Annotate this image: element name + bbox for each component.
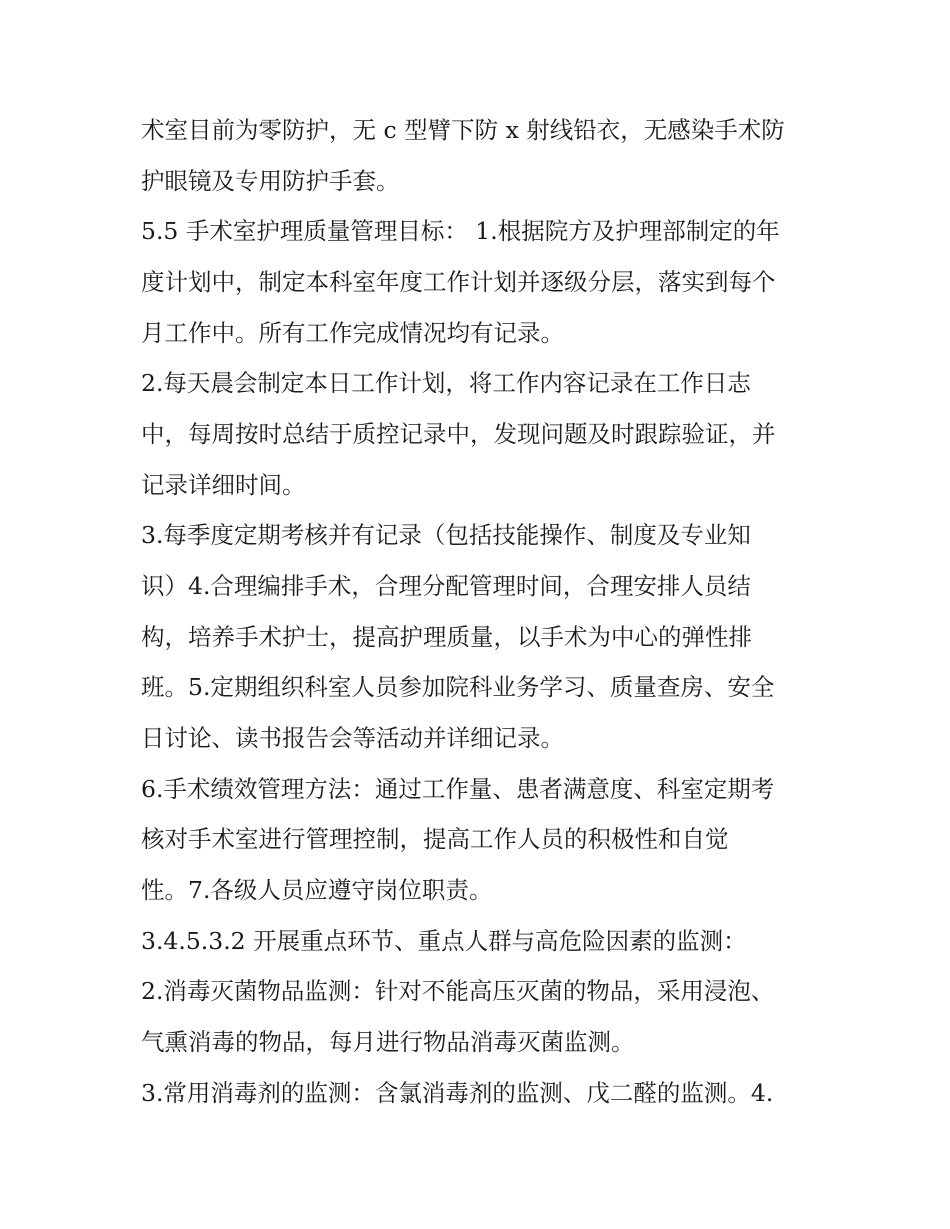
text-line: 2.消毒灭菌物品监测：针对不能高压灭菌的物品，采用浸泡、	[141, 977, 775, 1005]
text-line: 识）4.合理编排手术，合理分配管理时间，合理安排人员结	[141, 572, 751, 600]
text-line: 护眼镜及专用防护手套。	[141, 167, 400, 195]
text-line: 3.每季度定期考核并有记录（包括技能操作、制度及专业知	[141, 521, 751, 549]
text-line: 性。7.各级人员应遵守岗位职责。	[141, 876, 493, 904]
text-line: 日讨论、读书报告会等活动并详细记录。	[141, 724, 564, 752]
text-line: 记录详细时间。	[141, 471, 306, 499]
text-line: 6.手术绩效管理方法：通过工作量、患者满意度、科室定期考	[141, 775, 775, 803]
text-line: 班。5.定期组织科室人员参加院科业务学习、质量查房、安全	[141, 673, 775, 701]
text-line: 气熏消毒的物品，每月进行物品消毒灭菌监测。	[141, 1028, 635, 1056]
text-line: 3.常用消毒剂的监测：含氯消毒剂的监测、戊二醛的监测。4.	[141, 1079, 774, 1107]
text-line: 核对手术室进行管理控制，提高工作人员的积极性和自觉	[141, 825, 729, 853]
text-line: 2.每天晨会制定本日工作计划，将工作内容记录在工作日志	[141, 369, 751, 397]
text-line: 中，每周按时总结于质控记录中，发现问题及时跟踪验证，并	[141, 420, 776, 448]
text-line: 5.5 手术室护理质量管理目标： 1.根据院方及护理部制定的年	[141, 217, 780, 245]
text-line: 度计划中，制定本科室年度工作计划并逐级分层，落实到每个	[141, 268, 776, 296]
text-line: 月工作中。所有工作完成情况均有记录。	[141, 319, 564, 347]
text-line: 术室目前为零防护，无 c 型臂下防 x 射线铅衣，无感染手术防	[141, 116, 785, 144]
text-line: 3.4.5.3.2 开展重点环节、重点人群与高危险因素的监测：	[141, 927, 747, 955]
text-line: 构，培养手术护士，提高护理质量，以手术为中心的弹性排	[141, 623, 752, 651]
